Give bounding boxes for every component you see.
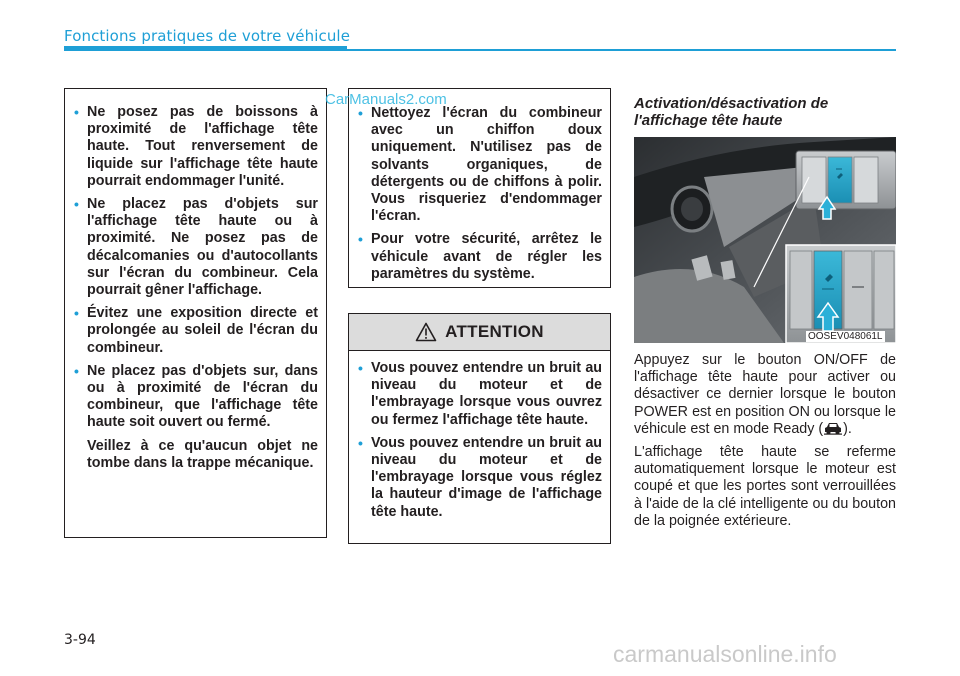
bullet-icon: • xyxy=(358,360,363,376)
bullet-icon: • xyxy=(358,434,363,451)
caution-list-middle xyxy=(349,89,610,283)
caution-box-left xyxy=(64,88,327,538)
list-item: • Nettoyez l'écran du combineur avec un chiffon doux uniquement. N'utilisez pas de solvants organiques, de détergents ou de chiffons à polir. Vous risqueriez d'endommager l'écran. xyxy=(358,105,602,225)
bullet-icon: • xyxy=(358,231,363,248)
figure-code: OOSEV048061L xyxy=(808,331,883,342)
list-item: • Ne posez pas de boissons à proximité de l'affichage tête haute. Tout renversement de liquide sur l'affichage tête haute pourrait endommager l'unité. xyxy=(74,104,318,189)
list-item: • Vous pouvez entendre un bruit au niveau du moteur et de l'embrayage lorsque vous réglez la hauteur d'image de l'affichage tête haute. xyxy=(358,434,602,520)
list-item: • Pour votre sécurité, arrêtez le véhicule avant de régler les paramètres du système. xyxy=(358,231,602,282)
bullet-icon: • xyxy=(74,305,79,322)
list-item: • Ne placez pas d'objets sur l'affichage tête haute ou à proximité. Ne posez pas de décalcomanies ou d'autocollants sur l'écran du combineur. Cela pourrait gêner l'affichage. xyxy=(74,196,318,299)
caution-box-middle xyxy=(348,88,611,288)
header-rule-thin xyxy=(347,49,896,51)
section-header-title: Fonctions pratiques de votre véhicule xyxy=(64,27,351,45)
list-item: • Vous pouvez entendre un bruit au niveau du moteur et de l'embrayage lorsque vous ouvrez ou fermez l'affichage tête haute. xyxy=(358,360,602,428)
list-item: • Évitez une exposition directe et prolongée au soleil de l'écran du combineur. xyxy=(74,305,318,356)
dashboard-illustration xyxy=(634,137,896,343)
watermark-bottom: carmanualsonline.info xyxy=(613,641,837,667)
header-rule-thick xyxy=(64,46,347,51)
watermark-top: CarManuals2.com xyxy=(325,91,447,108)
hud-button-photo xyxy=(634,137,896,343)
body-paragraph-2: L'affichage tête haute se referme automatiquement lorsque le moteur est coupé et que les portes sont verrouillées à l'aide de la clé intelligente ou du bouton de la poignée extérieure. xyxy=(634,444,896,529)
bullet-icon: • xyxy=(74,104,79,120)
bullet-icon: • xyxy=(358,105,363,121)
section-heading: Activation/désactivation de l'affichage tête haute xyxy=(634,95,829,129)
section-body xyxy=(634,352,896,536)
bullet-icon: • xyxy=(74,196,79,213)
body-paragraph-1: Appuyez sur le bouton ON/OFF de l'affichage tête haute pour activer ou désactiver ce dernier lorsque le bouton POWER est en position ON ou lorsque le véhicule est en mode Ready ( ). xyxy=(634,352,896,437)
attention-title: ATTENTION xyxy=(445,322,544,341)
caution-extra-paragraph: Veillez à ce qu'aucun objet ne tombe dans la trappe mécanique. xyxy=(87,437,318,471)
bullet-icon: • xyxy=(74,362,79,379)
warning-triangle-icon xyxy=(415,322,437,342)
page-number: 3-94 xyxy=(64,632,96,648)
list-item: • Ne placez pas d'objets sur, dans ou à proximité de l'écran du combineur, que l'affichage tête haute soit ouvert ou fermé. xyxy=(74,362,318,431)
caution-list-left xyxy=(65,89,326,432)
attention-header xyxy=(349,314,610,351)
attention-box xyxy=(348,313,611,544)
car-ready-icon xyxy=(823,421,843,435)
